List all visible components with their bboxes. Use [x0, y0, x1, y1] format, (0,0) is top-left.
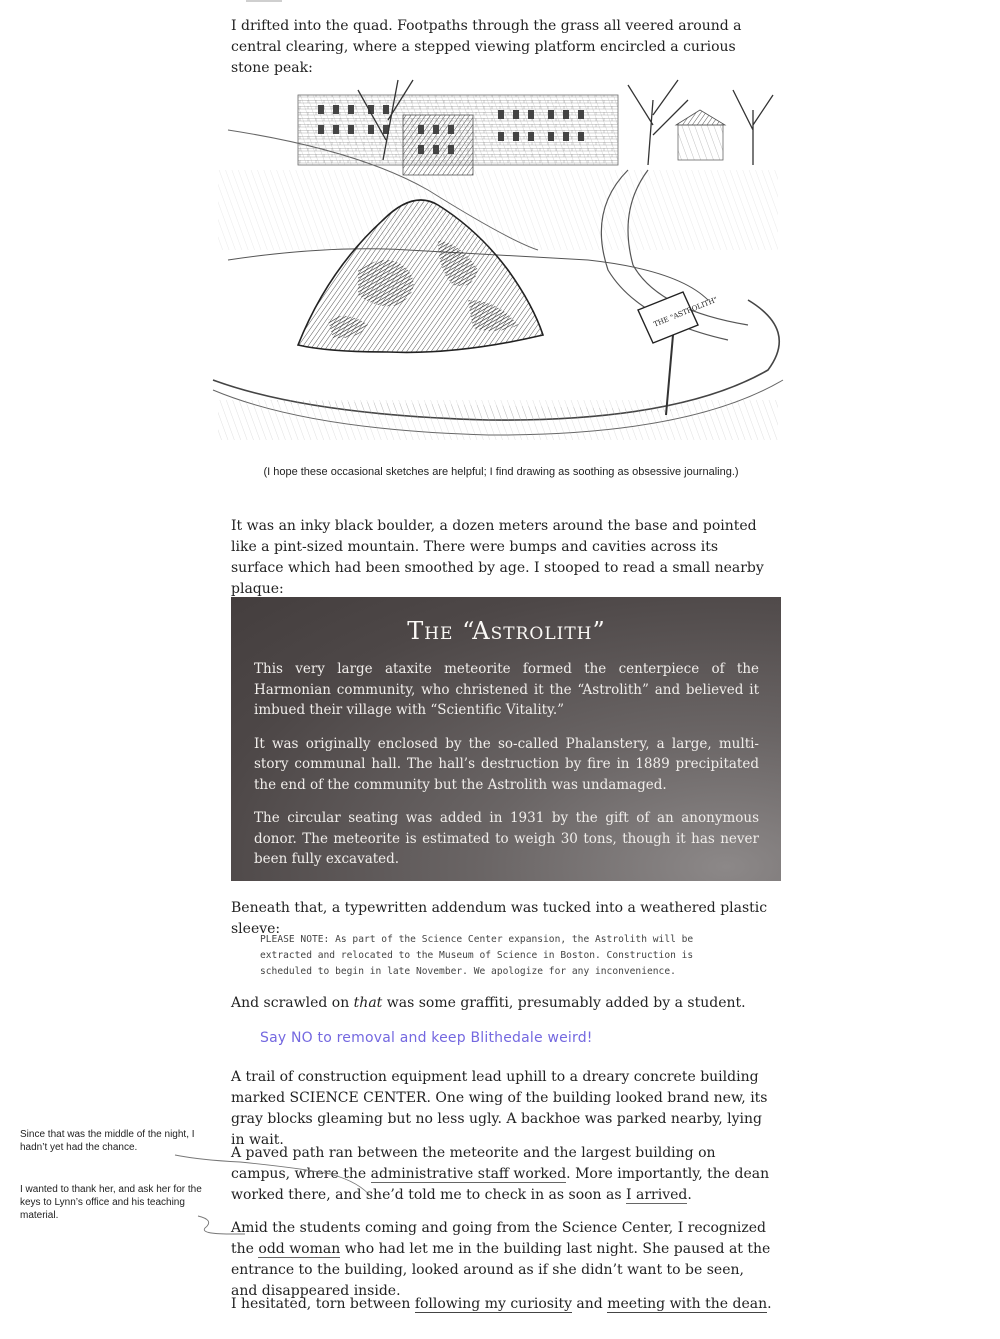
top-divider: [246, 0, 282, 2]
scrawled-paragraph: [231, 993, 773, 1014]
intro-paragraph: I drifted into the quad. Footpaths through the grass all veered around a central clearing, where a stepped viewing platform encircled a curious stone peak:: [231, 18, 742, 76]
amid-text: who had let me in the building last night. She paused at the entrance to the building, looked around as if she didn’t want to be seen, and disappeared inside.: [231, 1241, 771, 1299]
hesitated-middle: and: [571, 1296, 608, 1312]
scrawled-before: And scrawled on: [231, 995, 354, 1011]
margin-note: Since that was the middle of the night, I hadn’t yet had the chance.: [20, 1129, 195, 1153]
connector-line: [175, 1155, 372, 1198]
plaque-paragraph: The circular seating was added in 1931 by the gift of an anonymous donor. The meteorite is estimated to weigh 30 tons, though it has never been fully excavated.: [254, 810, 759, 867]
choice-follow-curiosity-link[interactable]: following my curiosity: [414, 1296, 572, 1312]
sketch-sign-text: THE "ASTROLITH": [652, 295, 719, 329]
margin-note: I wanted to thank her, and ask her for the keys to Lynn’s office and his teaching material.: [20, 1184, 202, 1221]
plaque-paragraph: This very large ataxite meteorite formed the centerpiece of the Harmonian community, who christened it the “Astrolith” and believed it imbued their village with “Scientific Vitality.”: [254, 661, 759, 718]
path-text: .: [687, 1187, 692, 1203]
astrolith-sketch-illustration: [208, 70, 788, 450]
sketch-caption: (I hope these occasional sketches are helpful; I find drawing as soothing as obsessive journaling.): [263, 466, 739, 478]
beneath-paragraph: Beneath that, a typewritten addendum was tucked into a weathered plastic sleeve:: [231, 900, 768, 937]
annotated-phrase-staff[interactable]: administrative staff worked: [370, 1166, 567, 1182]
sketch-building: [298, 95, 725, 175]
graffiti-text: Say NO to removal and keep Blithedale weird!: [260, 1030, 593, 1046]
margin-note-connectors: [0, 1120, 460, 1240]
connector-line: [198, 1216, 245, 1234]
hesitated-paragraph: [231, 1294, 773, 1315]
path-text: A paved path ran between the meteorite and the largest building on campus, where the: [231, 1145, 716, 1182]
plaque-title: The “Astrolith”: [407, 617, 606, 645]
typewritten-addendum: PLEASE NOTE: As part of the Science Center expansion, the Astrolith will be extracted and relocated to the Museum of Science in Boston. Construction is scheduled to begin in late November. We apologize for any inconvenience.: [260, 934, 694, 977]
trail-paragraph: A trail of construction equipment lead uphill to a dreary concrete building marked SCIENCE CENTER. One wing of the building looked brand new, its gray blocks gleaming but no less ugly. A backhoe was parked nearby, lying in wait.: [231, 1069, 768, 1148]
plaque-paragraph: It was originally enclosed by the so-called Phalanstery, a large, multi-story communal hall. The hall’s destruction by fire in 1889 precipitated the end of the community but the Astrolith was undamaged.: [254, 735, 759, 793]
path-text: . More importantly, the dean worked there, and she’d told me to check in as soon as: [231, 1166, 770, 1203]
annotated-phrase-arrived[interactable]: I arrived: [626, 1187, 688, 1203]
amid-text: Amid the students coming and going from the Science Center, I recognized the: [231, 1220, 767, 1257]
boulder-paragraph: It was an inky black boulder, a dozen meters around the base and pointed like a pint-sized mountain. There were bumps and cavities across its surface which had been smoothed by age. I stooped to read a small nearby plaque:: [231, 518, 764, 597]
scrawled-emphasis: that: [353, 995, 383, 1011]
hesitated-before: I hesitated, torn between: [231, 1296, 415, 1312]
astrolith-plaque: [231, 597, 781, 881]
choice-meet-dean-link[interactable]: meeting with the dean: [607, 1296, 768, 1312]
scrawled-after: was some graffiti, presumably added by a student.: [382, 995, 746, 1011]
annotated-phrase-odd-woman[interactable]: odd woman: [258, 1241, 341, 1257]
hesitated-after: .: [767, 1296, 772, 1312]
